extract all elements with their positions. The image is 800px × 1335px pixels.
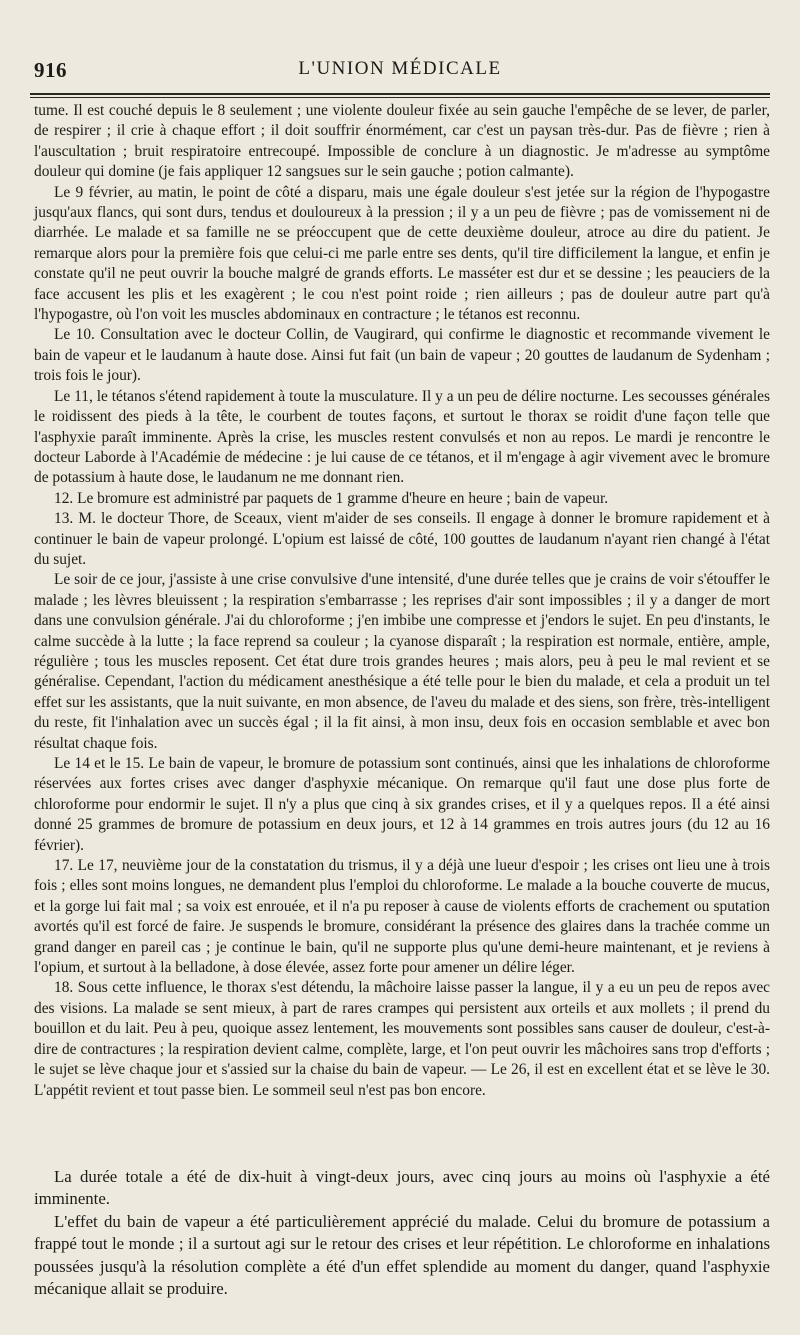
paragraph: Le 10. Consultation avec le docteur Collin, de Vaugirard, qui confirme le diagnostic et recommande vivement le bain de vapeur et le laudanum à haute dose. Ainsi fut fait (un bain de vapeur ; 20 gouttes de laudanum de Sydenham ; trois fois le jour). [34,326,770,385]
header-rule [30,93,770,98]
paragraph: 18. Sous cette influence, le thorax s'est détendu, la mâchoire laisse passer la langue, il y a eu un peu de repos avec des visions. La malade se sent mieux, à part de rares crampes qui persistent aux orteils et aux mollets ; il prend du bouillon et du lait. Peu à peu, quoique assez lentement, les mouvements sont possibles sans causer de douleur, c'est-à-dire de contractures ; la respiration devient calme, complète, large, et l'on peut ouvrir les mâchoires sans trop d'efforts ; le sujet se lève chaque jour et s'assied sur la chaise du bain de vapeur. — Le 26, il est en excellent état et se lève le 30. L'appétit revient et tout passe bien. Le sommeil seul n'est pas bon encore. [34,979,770,1099]
paragraph: Le soir de ce jour, j'assiste à une crise convulsive d'une intensité, d'une durée telles que je crains de voir s'étouffer le malade ; les lèvres bleuissent ; la respiration s'embarrasse ; les reprises d'air sont impossibles ; il y a danger de mort dans une convulsion générale. J'ai du chloroforme ; j'en imbibe une compresse et j'endors le sujet. En peu d'instants, le calme succède à la lutte ; la face reprend sa couleur ; la cyanose disparaît ; la respiration est normale, entière, ample, régulière ; tous les muscles reposent. Cet état dure trois grandes heures ; mais alors, peu à peu le mal revient et se généralise. Cependant, l'action du médicament anesthésique a été telle pour le bien du malade, et cela a produit un tel effet sur les assistants, que la nuit suivante, en mon absence, de l'aveu du malade et des siens, son frère, très-intelligent du reste, fit l'inhalation avec un succès égal ; il la fit ainsi, à mon insu, deux fois en occasion semblable et avec bon résultat chaque fois. [34,571,770,752]
paragraph: 17. Le 17, neuvième jour de la constatation du trismus, il y a déjà une lueur d'espoir ; les crises ont lieu une à trois fois ; elles sont moins longues, ne demandent plus l'emploi du chloroforme. Le malade a la bouche couverte de mucus, et la gorge lui fait mal ; sa voix est enrouée, et il n'a pu reposer à cause de violents efforts de crachement ou sputation avortés qu'il est forcé de faire. Je suspends le bromure, considérant la présence des glaires dans la trachée comme un grand danger en pareil cas ; je continue le bain, qu'il ne supporte plus qu'une demi-heure maintenant, et je reviens à l'opium, et surtout à la belladone, à dose élevée, assez forte pour amener un délire léger. [34,857,770,977]
page-number: 916 [34,58,67,82]
running-title: L'UNION MÉDICALE [298,58,502,79]
paragraph: Le 11, le tétanos s'étend rapidement à toute la musculature. Il y a un peu de délire nocturne. Les secousses générales le roidissent des pieds à la tête, le courbent de toutes façons, et surtout le thorax se roidit d'une façon telle que l'asphyxie paraît imminente. Après la crise, les muscles restent convulsés et non au repos. Le mardi je rencontre le docteur Laborde à l'Académie de médecine : je lui cause de ce tétanos, et il m'engage à agir vivement avec le bromure de potassium à haute dose, le laudanum ne me donnant rien. [34,387,770,487]
paragraph: Le 9 février, au matin, le point de côté a disparu, mais une égale douleur s'est jetée sur la région de l'hypogastre jusqu'aux flancs, qui sont durs, tendus et douloureux à la pression ; il y a un peu de fièvre ; pas de vomissement ni de diarrhée. Le malade et sa famille ne se préoccupent que de cette deuxième douleur, atroce au dire du patient. Je remarque alors pour la première fois que celui-ci me parle entre ses dents, qu'il tire difficilement la langue, et enfin je constate qu'il ne peut ouvrir la bouche malgré de grands efforts. Le masséter est dur et se dessine ; les peauciers de la face accusent les plis et les exagèrent ; le cou n'est point roide ; rien ailleurs ; pas de douleur autre part qu'à l'hypogastre, où l'on voit les muscles abdominaux en contracture ; le tétanos est reconnu. [34,183,770,324]
paragraph: tume. Il est couché depuis le 8 seulement ; une violente douleur fixée au sein gauche l'empêche de se lever, de parler, de respirer ; il crie à chaque effort ; il doit souffrir énormément, car c'est un paysan très-dur. Pas de fièvre ; rien à l'auscultation ; bruit respiratoire entrecoupé. Impossible de conclure à un diagnostic. Je m'adresse au symptôme douleur qui domine (je fais appliquer 12 sangsues sur le sein gauche ; potion calmante). [34,102,770,181]
closing-paragraph: L'effet du bain de vapeur a été particulièrement apprécié du malade. Celui du bromure de potassium a frappé tout le monde ; il a surtout agi sur le retour des crises et leur répétition. Le chloroforme en inhalations poussées jusqu'à la résolution complète a été d'un effet splendide au moment du danger, quand l'asphyxie mécanique allait se produire. [34,1211,770,1299]
article-body [34,101,770,1101]
closing-paragraph: La durée totale a été de dix-huit à vingt-deux jours, avec cinq jours au moins où l'asphyxie a été imminente. [34,1167,770,1209]
paragraph: 12. Le bromure est administré par paquets de 1 gramme d'heure en heure ; bain de vapeur. [54,489,609,507]
closing-summary [34,1166,770,1300]
paragraph: Le 14 et le 15. Le bain de vapeur, le bromure de potassium sont continués, ainsi que les inhalations de chloroforme réservées aux fortes crises avec danger d'asphyxie mécanique. On remarque qu'il faut une dose plus forte de chloroforme pour endormir le sujet. Il n'y a plus que cinq à six grandes crises, et il y a quelques repos. Il a été ainsi donné 25 grammes de bromure de potassium en deux jours, et 12 à 14 grammes en trois autres jours (du 12 au 16 février). [34,755,770,854]
page-header [34,58,766,88]
paragraph: 13. M. le docteur Thore, de Sceaux, vient m'aider de ses conseils. Il engage à donner le bromure rapidement et à continuer le bain de vapeur prolongé. L'opium est laissé de côté, 100 gouttes de laudanum n'ayant rien changé à l'état du sujet. [34,510,770,568]
